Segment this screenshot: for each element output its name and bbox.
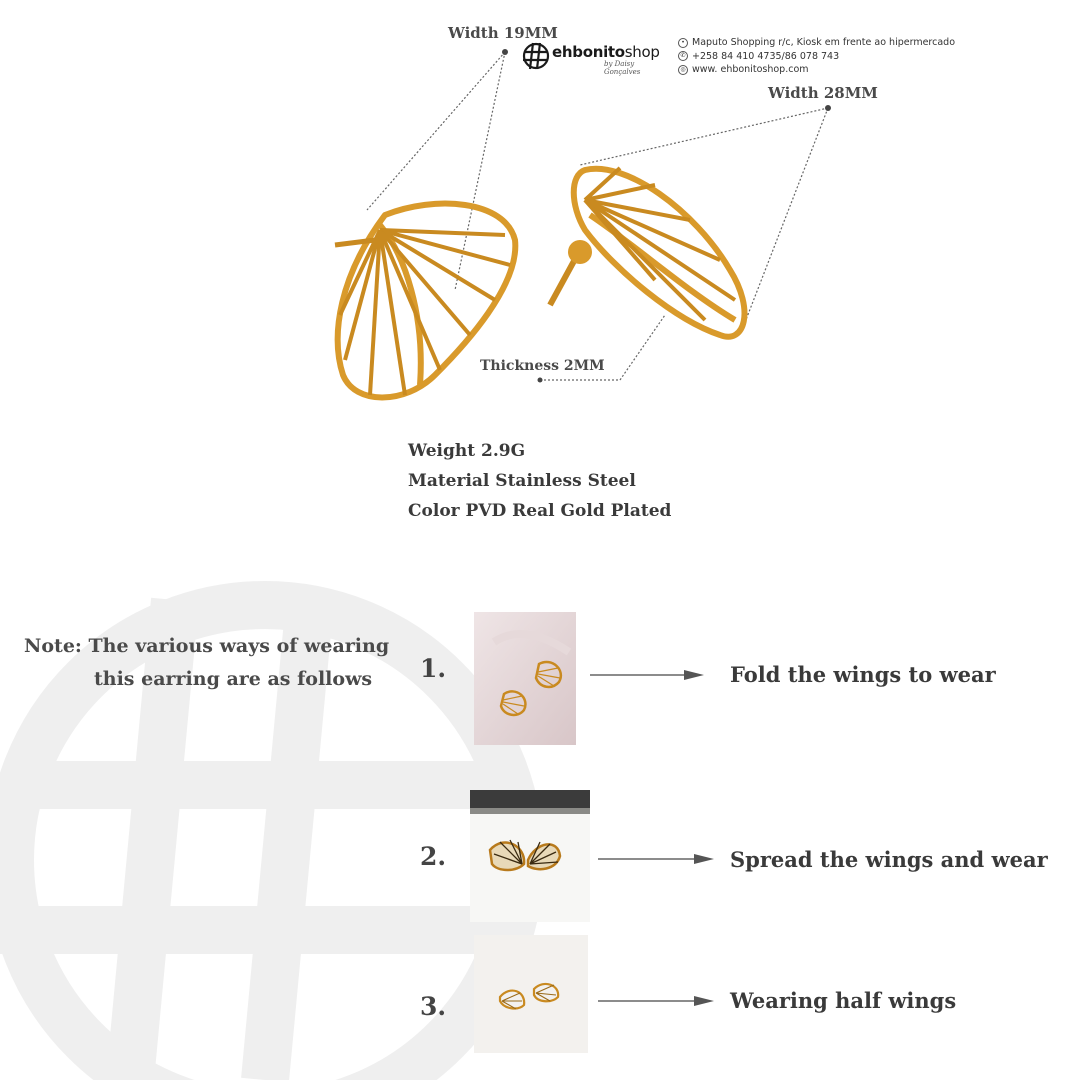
step-1-photo [474, 612, 576, 745]
width-large-label: Width 28MM [768, 84, 878, 102]
note-line-2: this earring are as follows [94, 668, 373, 690]
contact-address: Maputo Shopping r/c, Kiosk em frente ao hipermercado [692, 37, 956, 48]
step-3-text: Wearing half wings [730, 988, 957, 1013]
spec-color: Color PVD Real Gold Plated [408, 501, 672, 521]
note-line-1: Note: The various ways of wearing [24, 635, 390, 657]
contact-info [678, 36, 955, 77]
globe-icon: ◎ [678, 65, 688, 75]
spec-material: Material Stainless Steel [408, 471, 636, 491]
earring-right-image [545, 160, 755, 380]
step-3-number: 3. [420, 992, 447, 1021]
step-1-number: 1. [420, 654, 447, 683]
spec-weight: Weight 2.9G [408, 441, 526, 461]
contact-phone: +258 84 410 4735/86 078 743 [692, 50, 840, 62]
step-2-text: Spread the wings and wear [730, 847, 1048, 872]
step-1-text: Fold the wings to wear [730, 662, 996, 687]
hashtag-logo-icon [522, 40, 550, 70]
wearing-note [24, 630, 389, 696]
step-3-photo [474, 935, 588, 1053]
step-1-arrow-icon [588, 668, 708, 682]
whatsapp-icon: ✆ [678, 51, 688, 61]
width-small-label: Width 19MM [448, 24, 558, 42]
brand-name: ehbonitoshop [552, 43, 660, 61]
earring-left-image [325, 195, 525, 415]
step-2-photo [470, 790, 590, 922]
thickness-label: Thickness 2MM [480, 358, 605, 374]
step-3-arrow-icon [596, 994, 718, 1008]
location-icon: • [678, 38, 688, 48]
step-2-arrow-icon [596, 852, 718, 866]
contact-website: www. ehbonitoshop.com [692, 64, 809, 75]
brand-logo [522, 40, 672, 76]
brand-byline: by Daisy Gonçalves [604, 60, 641, 76]
step-2-number: 2. [420, 842, 447, 871]
spec-list [408, 436, 671, 526]
